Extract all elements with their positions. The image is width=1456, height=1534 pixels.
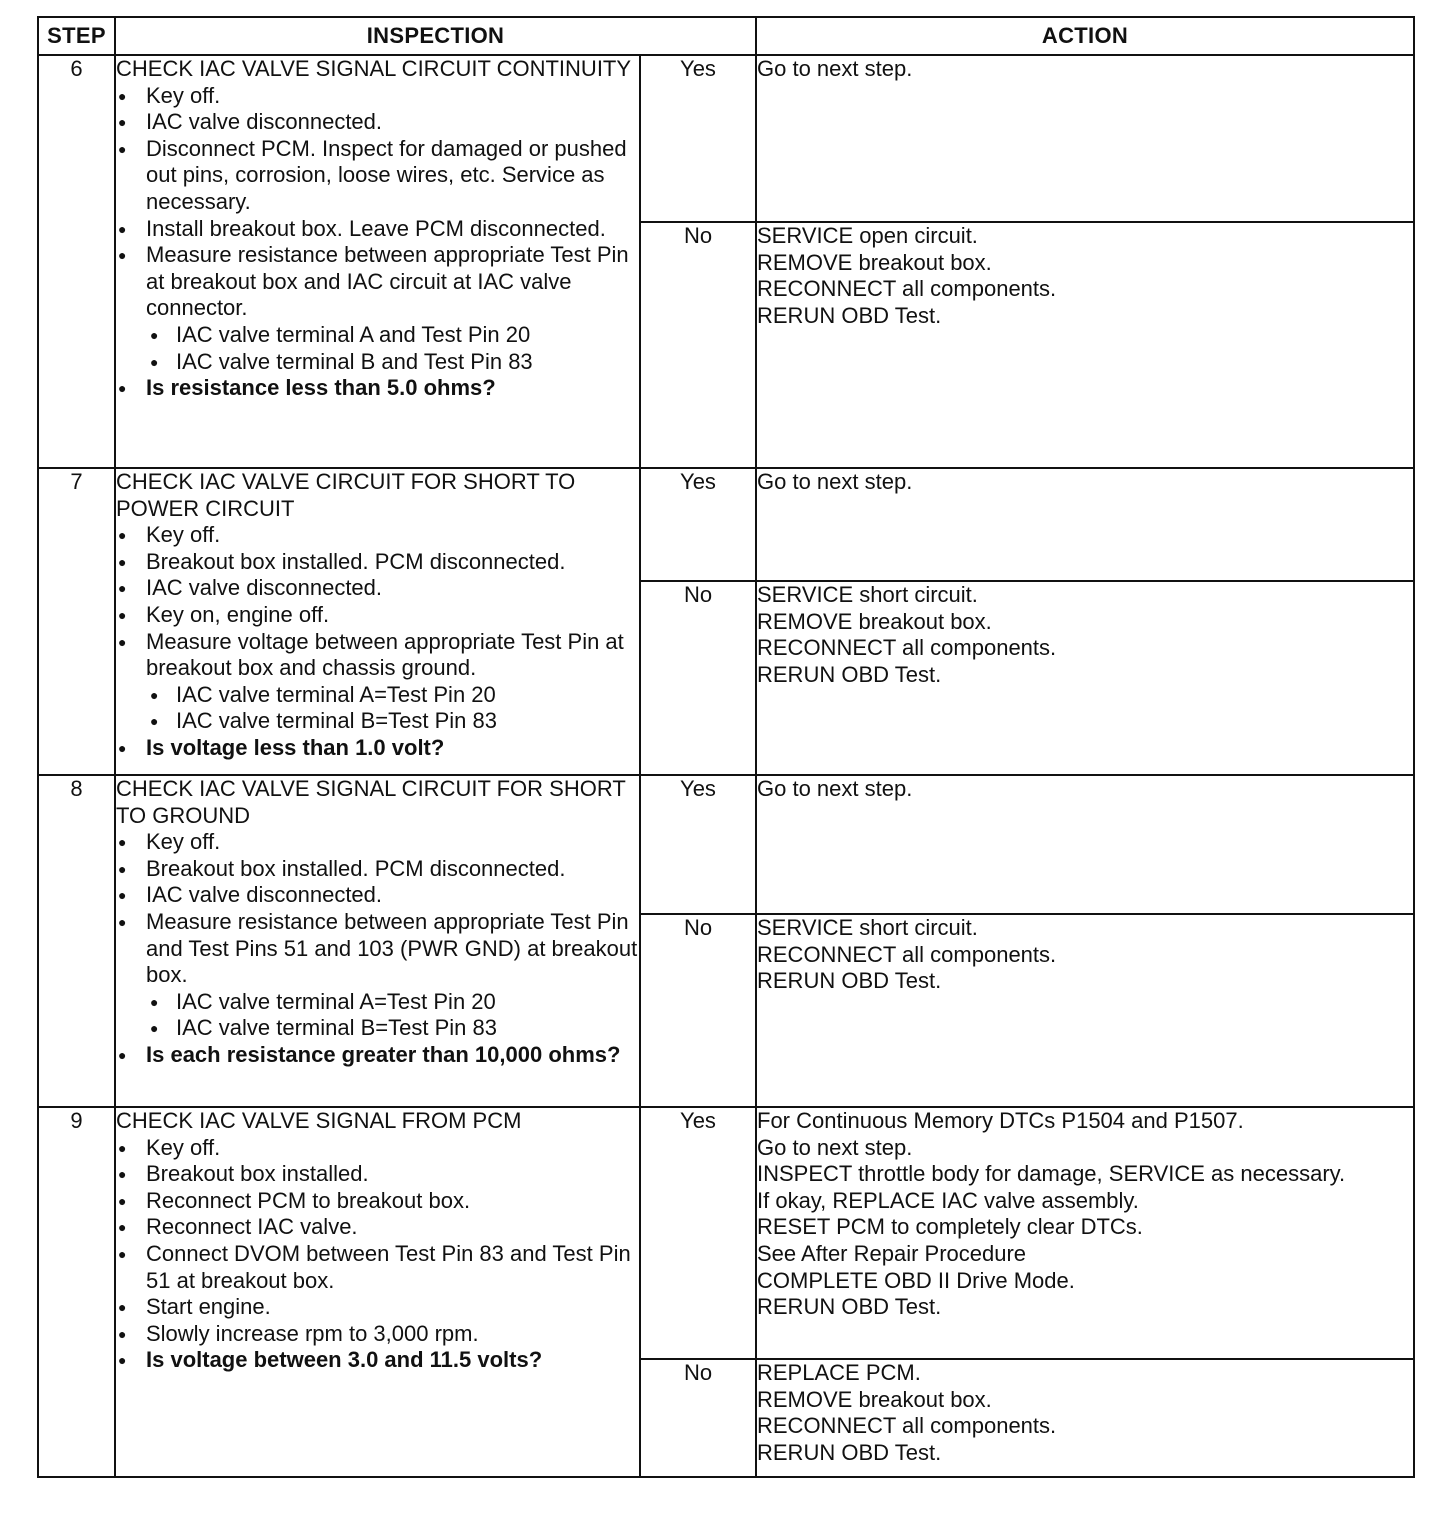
inspection-bullets bbox=[116, 829, 639, 1068]
action-line: RESET PCM to completely clear DTCs. bbox=[757, 1214, 1143, 1240]
inspection-bullet bbox=[116, 83, 639, 110]
inspection-bullet bbox=[116, 882, 639, 909]
inspection-bullet bbox=[116, 1161, 639, 1188]
step-title: CHECK IAC VALVE SIGNAL FROM PCM bbox=[116, 1108, 522, 1133]
sub-bullet: ● IAC valve terminal A=Test Pin 20 bbox=[146, 989, 639, 1016]
step-row-yes bbox=[38, 1107, 1414, 1359]
step-number: 8 bbox=[38, 775, 115, 1107]
bullet-text: Breakout box installed. PCM disconnected. bbox=[146, 855, 566, 881]
answer-no: No bbox=[640, 1359, 756, 1477]
inspection-bullet bbox=[116, 1214, 639, 1241]
action-line: If okay, REPLACE IAC valve assembly. bbox=[757, 1187, 1139, 1213]
action-line: SERVICE short circuit. bbox=[757, 915, 978, 940]
bullet-text: Reconnect IAC valve. bbox=[146, 1214, 358, 1240]
inspection-bullet bbox=[116, 1241, 639, 1294]
step-number: 6 bbox=[38, 55, 115, 468]
action-line: REMOVE breakout box. bbox=[757, 249, 992, 275]
action-no bbox=[756, 914, 1414, 1107]
sub-bullets bbox=[146, 989, 639, 1042]
action-line: Go to next step. bbox=[757, 56, 913, 81]
action-yes bbox=[756, 468, 1414, 581]
action-line: RECONNECT all components. bbox=[757, 1413, 1057, 1439]
step-row-yes bbox=[38, 775, 1414, 914]
inspection-bullet bbox=[116, 136, 639, 216]
action-line: RERUN OBD Test. bbox=[757, 302, 942, 328]
step-title: CHECK IAC VALVE SIGNAL CIRCUIT CONTINUITY bbox=[116, 56, 632, 81]
inspection-bullet bbox=[116, 575, 639, 602]
inspection-bullet bbox=[116, 602, 639, 629]
sub-bullet: ● IAC valve terminal B=Test Pin 83 bbox=[146, 1015, 639, 1042]
action-no bbox=[756, 1359, 1414, 1477]
action-line: Go to next step. bbox=[757, 469, 913, 494]
header-step: STEP bbox=[38, 17, 115, 55]
inspection-bullets bbox=[116, 522, 639, 761]
inspection-question: ● Is voltage less than 1.0 volt? bbox=[116, 735, 639, 762]
inspection-question: ● Is voltage between 3.0 and 11.5 volts? bbox=[116, 1347, 639, 1374]
header-inspection: INSPECTION bbox=[115, 17, 756, 55]
sub-bullet: ● IAC valve terminal B and Test Pin 83 bbox=[146, 349, 639, 376]
inspection-bullet bbox=[116, 1188, 639, 1215]
inspection-bullet bbox=[116, 829, 639, 856]
bullet-text: IAC valve disconnected. bbox=[146, 575, 383, 601]
inspection-bullet bbox=[116, 216, 639, 243]
step-title: CHECK IAC VALVE SIGNAL CIRCUIT FOR SHORT TO GROUND bbox=[116, 776, 626, 828]
inspection-bullet bbox=[116, 629, 639, 735]
bullet-text: IAC valve disconnected. bbox=[146, 882, 383, 908]
action-yes bbox=[756, 775, 1414, 914]
inspection-cell bbox=[115, 468, 640, 775]
sub-bullets bbox=[146, 322, 639, 375]
bullet-text: IAC valve disconnected. bbox=[146, 109, 383, 135]
action-no bbox=[756, 581, 1414, 775]
answer-yes: Yes bbox=[640, 1107, 756, 1359]
inspection-question: ● Is each resistance greater than 10,000 ohms? bbox=[116, 1042, 639, 1069]
action-line: RECONNECT all components. bbox=[757, 941, 1057, 967]
inspection-bullet bbox=[116, 549, 639, 576]
answer-no: No bbox=[640, 914, 756, 1107]
action-line: RERUN OBD Test. bbox=[757, 661, 942, 687]
inspection-cell bbox=[115, 775, 640, 1107]
action-line: REMOVE breakout box. bbox=[757, 1386, 992, 1412]
sub-bullet: ● IAC valve terminal A=Test Pin 20 bbox=[146, 682, 639, 709]
bullet-text: Key off. bbox=[146, 522, 221, 548]
bullet-text: Key off. bbox=[146, 1134, 221, 1160]
answer-yes: Yes bbox=[640, 55, 756, 222]
action-line: Go to next step. bbox=[757, 776, 913, 801]
answer-yes: Yes bbox=[640, 775, 756, 914]
inspection-bullet bbox=[116, 909, 639, 1042]
inspection-bullet bbox=[116, 856, 639, 883]
bullet-text: Breakout box installed. PCM disconnected. bbox=[146, 548, 566, 574]
bullet-text: Key off. bbox=[146, 82, 221, 108]
sub-bullets bbox=[146, 682, 639, 735]
action-line: REMOVE breakout box. bbox=[757, 608, 992, 634]
answer-no: No bbox=[640, 222, 756, 468]
inspection-bullet bbox=[116, 109, 639, 136]
step-number: 9 bbox=[38, 1107, 115, 1477]
inspection-bullet bbox=[116, 242, 639, 375]
bullet-text: Disconnect PCM. Inspect for damaged or pushed out pins, corrosion, loose wires, etc. Service as necessary. bbox=[146, 135, 627, 214]
action-line: COMPLETE OBD II Drive Mode. bbox=[757, 1267, 1075, 1293]
action-line: SERVICE open circuit. bbox=[757, 223, 978, 248]
inspection-bullet bbox=[116, 1321, 639, 1348]
bullet-text: Measure voltage between appropriate Test Pin at breakout box and chassis ground. bbox=[146, 628, 624, 681]
inspection-bullets bbox=[116, 83, 639, 402]
bullet-text: Key on, engine off. bbox=[146, 601, 330, 627]
action-line: RERUN OBD Test. bbox=[757, 1294, 942, 1320]
action-line: RECONNECT all components. bbox=[757, 276, 1057, 302]
action-line: RERUN OBD Test. bbox=[757, 968, 942, 994]
bullet-text: Install breakout box. Leave PCM disconnected. bbox=[146, 215, 606, 241]
answer-yes: Yes bbox=[640, 468, 756, 581]
bullet-text: Breakout box installed. bbox=[146, 1161, 369, 1187]
bullet-text: Measure resistance between appropriate Test Pin at breakout box and IAC circuit at IAC valve connector. bbox=[146, 242, 629, 321]
action-line: SERVICE short circuit. bbox=[757, 582, 978, 607]
action-yes bbox=[756, 1107, 1414, 1359]
action-yes bbox=[756, 55, 1414, 222]
action-line: Go to next step. bbox=[757, 1134, 913, 1160]
action-no bbox=[756, 222, 1414, 468]
step-row-yes bbox=[38, 468, 1414, 581]
inspection-bullet bbox=[116, 1294, 639, 1321]
action-line: INSPECT throttle body for damage, SERVICE as necessary. bbox=[757, 1161, 1346, 1187]
inspection-bullet bbox=[116, 1135, 639, 1162]
step-number: 7 bbox=[38, 468, 115, 775]
bullet-text: Reconnect PCM to breakout box. bbox=[146, 1187, 471, 1213]
bullet-text: Start engine. bbox=[146, 1294, 271, 1320]
inspection-question: ● Is resistance less than 5.0 ohms? bbox=[116, 375, 639, 402]
step-row-yes bbox=[38, 55, 1414, 222]
action-line: RERUN OBD Test. bbox=[757, 1439, 942, 1465]
inspection-cell bbox=[115, 1107, 640, 1477]
header-action: ACTION bbox=[756, 17, 1414, 55]
step-title: CHECK IAC VALVE CIRCUIT FOR SHORT TO POWER CIRCUIT bbox=[116, 469, 576, 521]
inspection-bullet bbox=[116, 522, 639, 549]
action-line: For Continuous Memory DTCs P1504 and P1507. bbox=[757, 1108, 1244, 1133]
action-line: See After Repair Procedure bbox=[757, 1240, 1027, 1266]
bullet-text: Measure resistance between appropriate Test Pin and Test Pins 51 and 103 (PWR GND) at breakout box. bbox=[146, 908, 638, 988]
bullet-text: Slowly increase rpm to 3,000 rpm. bbox=[146, 1320, 479, 1346]
inspection-bullets bbox=[116, 1135, 639, 1374]
action-line: REPLACE PCM. bbox=[757, 1360, 921, 1385]
diagnostic-table bbox=[37, 16, 1415, 1478]
answer-no: No bbox=[640, 581, 756, 775]
sub-bullet: ● IAC valve terminal B=Test Pin 83 bbox=[146, 708, 639, 735]
header-row bbox=[38, 17, 1414, 55]
inspection-cell bbox=[115, 55, 640, 468]
action-line: RECONNECT all components. bbox=[757, 635, 1057, 661]
bullet-text: Connect DVOM between Test Pin 83 and Test Pin 51 at breakout box. bbox=[146, 1240, 631, 1293]
bullet-text: Key off. bbox=[146, 829, 221, 855]
sub-bullet: ● IAC valve terminal A and Test Pin 20 bbox=[146, 322, 639, 349]
